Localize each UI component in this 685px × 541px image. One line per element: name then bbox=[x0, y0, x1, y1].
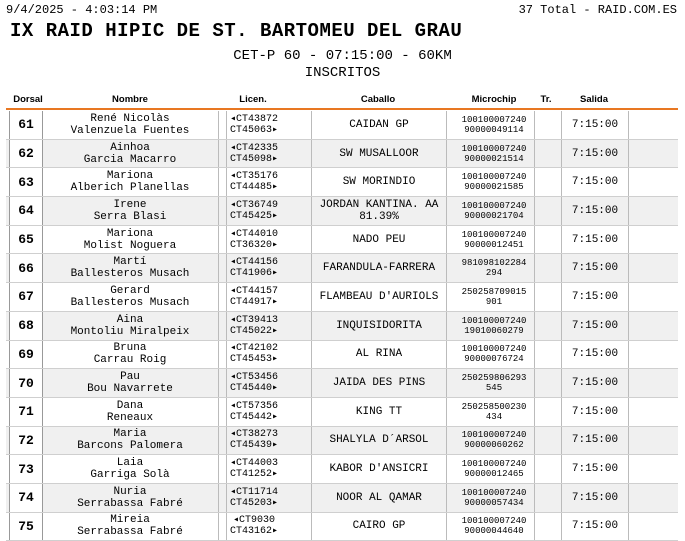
licence bbox=[226, 283, 281, 311]
licence bbox=[226, 140, 281, 168]
dorsal-number: 63 bbox=[9, 168, 43, 196]
microchip-line2: 90000012451 bbox=[464, 239, 524, 250]
dorsal-number: 73 bbox=[9, 455, 43, 483]
rider-name bbox=[44, 226, 216, 254]
dorsal-number: 72 bbox=[9, 427, 43, 455]
licence-rider: ◂CT42102 bbox=[229, 343, 279, 355]
start-time: 7:15:00 bbox=[561, 140, 629, 168]
microchip bbox=[456, 226, 532, 254]
horse-name bbox=[311, 427, 447, 455]
licence-rider: ◂CT35176 bbox=[229, 171, 279, 183]
horse-name bbox=[311, 168, 447, 196]
licence-rider: ◂CT11714 bbox=[229, 486, 279, 498]
horse-name-line1: FARANDULA-FARRERA bbox=[322, 262, 436, 275]
licence-rider: ◂CT44156 bbox=[229, 257, 279, 269]
microchip bbox=[456, 254, 532, 282]
horse-name-line1: SW MORINDIO bbox=[342, 176, 416, 189]
dorsal-number: 70 bbox=[9, 369, 43, 397]
microchip-line2: 90000044640 bbox=[464, 526, 524, 537]
tr-cell bbox=[534, 312, 559, 340]
rider-name bbox=[44, 168, 216, 196]
licence-rider: ◂CT44157 bbox=[229, 285, 279, 297]
microchip-line2: 545 bbox=[485, 383, 503, 394]
microchip-line1: 100100007240 bbox=[461, 459, 527, 470]
table-row bbox=[6, 427, 678, 456]
licence bbox=[226, 254, 281, 282]
rider-last-name: Molist Noguera bbox=[83, 239, 177, 252]
dorsal-number: 68 bbox=[9, 312, 43, 340]
microchip bbox=[456, 341, 532, 369]
licence-rider: ◂CT36749 bbox=[229, 199, 279, 211]
licence-horse: CT45439▸ bbox=[229, 440, 279, 452]
dorsal-number: 71 bbox=[9, 398, 43, 426]
entries-table bbox=[6, 111, 678, 541]
start-time: 7:15:00 bbox=[561, 455, 629, 483]
start-time: 7:15:00 bbox=[561, 168, 629, 196]
tr-cell bbox=[534, 484, 559, 512]
microchip bbox=[456, 312, 532, 340]
horse-name bbox=[311, 197, 447, 225]
horse-name bbox=[311, 455, 447, 483]
microchip-line2: 90000021585 bbox=[464, 182, 524, 193]
tr-cell bbox=[534, 513, 559, 541]
microchip-line1: 100100007240 bbox=[461, 229, 527, 240]
table-row bbox=[6, 369, 678, 398]
microchip-line1: 100100007240 bbox=[461, 315, 527, 326]
rider-first-name: Aina bbox=[116, 313, 144, 326]
licence bbox=[226, 226, 281, 254]
horse-name-line1: NOOR AL QAMAR bbox=[336, 491, 422, 504]
horse-name-line1: JORDAN KANTINA. AA bbox=[319, 198, 439, 211]
microchip bbox=[456, 398, 532, 426]
microchip-line2: 90000021704 bbox=[464, 210, 524, 221]
rider-last-name: Ballesteros Musach bbox=[70, 268, 190, 281]
horse-name bbox=[311, 398, 447, 426]
horse-name-line1: CAIDAN GP bbox=[349, 118, 409, 131]
rider-last-name: Valenzuela Fuentes bbox=[70, 124, 190, 137]
dorsal-number: 62 bbox=[9, 140, 43, 168]
licence-rider: ◂CT9030 bbox=[232, 515, 276, 527]
microchip-line1: 100100007240 bbox=[461, 487, 527, 498]
licence-rider: ◂CT44003 bbox=[229, 458, 279, 470]
start-time: 7:15:00 bbox=[561, 254, 629, 282]
table-row bbox=[6, 312, 678, 341]
start-time: 7:15:00 bbox=[561, 513, 629, 541]
horse-name-line1: INQUISIDORITA bbox=[336, 319, 422, 332]
licence-horse: CT45442▸ bbox=[229, 411, 279, 423]
licence bbox=[226, 484, 281, 512]
dorsal-number: 75 bbox=[9, 513, 43, 541]
rider-name bbox=[44, 111, 216, 139]
rider-last-name: Bou Navarrete bbox=[87, 383, 173, 396]
tr-cell bbox=[534, 226, 559, 254]
microchip-line1: 981098102284 bbox=[461, 258, 527, 269]
print-datetime: 9/4/2025 - 4:03:14 PM bbox=[6, 3, 158, 17]
rider-last-name: Reneaux bbox=[106, 411, 154, 424]
rider-name bbox=[44, 427, 216, 455]
col-licen: Licen. bbox=[239, 94, 267, 105]
rider-first-name: Martí bbox=[113, 256, 147, 269]
microchip-line2: 434 bbox=[485, 411, 503, 422]
horse-name bbox=[311, 283, 447, 311]
col-salida: Salida bbox=[580, 94, 608, 105]
rider-name bbox=[44, 312, 216, 340]
microchip bbox=[456, 283, 532, 311]
start-time: 7:15:00 bbox=[561, 283, 629, 311]
microchip bbox=[456, 513, 532, 541]
microchip-line1: 100100007240 bbox=[461, 114, 527, 125]
microchip-line1: 100100007240 bbox=[461, 200, 527, 211]
horse-name bbox=[311, 513, 447, 541]
horse-name-line1: SHALYLA D´ARSOL bbox=[329, 434, 429, 447]
rider-last-name: Garcia Macarro bbox=[83, 153, 177, 166]
tr-cell bbox=[534, 254, 559, 282]
table-row bbox=[6, 197, 678, 226]
microchip-line1: 100100007240 bbox=[461, 430, 527, 441]
rider-last-name: Alberich Planellas bbox=[70, 182, 190, 195]
microchip-line2: 90000049114 bbox=[464, 124, 524, 135]
rider-first-name: René Nicolàs bbox=[90, 112, 170, 125]
licence bbox=[226, 427, 281, 455]
rider-first-name: Irene bbox=[113, 198, 147, 211]
start-time: 7:15:00 bbox=[561, 312, 629, 340]
licence-rider: ◂CT53456 bbox=[229, 372, 279, 384]
rider-last-name: Garriga Solà bbox=[90, 469, 170, 482]
table-row bbox=[6, 513, 678, 541]
microchip bbox=[456, 455, 532, 483]
tr-cell bbox=[534, 111, 559, 139]
dorsal-number: 65 bbox=[9, 226, 43, 254]
horse-name bbox=[311, 254, 447, 282]
microchip-line2: 90000076724 bbox=[464, 354, 524, 365]
rider-first-name: Laia bbox=[116, 457, 144, 470]
tr-cell bbox=[534, 427, 559, 455]
rider-first-name: Pau bbox=[120, 371, 140, 384]
table-row bbox=[6, 111, 678, 140]
tr-cell bbox=[534, 140, 559, 168]
table-row bbox=[6, 283, 678, 312]
horse-name bbox=[311, 312, 447, 340]
col-caballo: Caballo bbox=[360, 94, 396, 105]
rider-last-name: Montoliu Miralpeix bbox=[70, 325, 190, 338]
licence bbox=[226, 369, 281, 397]
horse-name-line1: FLAMBEAU D'AURIOLS bbox=[319, 290, 439, 303]
microchip-line2: 90000012465 bbox=[464, 469, 524, 480]
rider-name bbox=[44, 254, 216, 282]
tr-cell bbox=[534, 283, 559, 311]
horse-name-line1: SW MUSALLOOR bbox=[339, 147, 419, 160]
rider-name bbox=[44, 484, 216, 512]
microchip bbox=[456, 197, 532, 225]
table-header bbox=[6, 92, 678, 110]
dorsal-number: 67 bbox=[9, 283, 43, 311]
licence-horse: CT41906▸ bbox=[229, 268, 279, 280]
table-row bbox=[6, 398, 678, 427]
rider-last-name: Serrabassa Fabré bbox=[77, 497, 183, 510]
rider-first-name: Dana bbox=[116, 399, 144, 412]
col-tr: Tr. bbox=[540, 94, 552, 105]
microchip bbox=[456, 168, 532, 196]
horse-name bbox=[311, 369, 447, 397]
total-count: 37 Total - RAID.COM.ES bbox=[518, 3, 677, 17]
section-title: INSCRITOS bbox=[304, 65, 381, 81]
licence bbox=[226, 455, 281, 483]
microchip bbox=[456, 427, 532, 455]
horse-name bbox=[311, 140, 447, 168]
rider-name bbox=[44, 140, 216, 168]
licence-rider: ◂CT43872 bbox=[229, 113, 279, 125]
start-time: 7:15:00 bbox=[561, 484, 629, 512]
col-nombre: Nombre bbox=[112, 94, 148, 105]
licence bbox=[226, 398, 281, 426]
start-time: 7:15:00 bbox=[561, 398, 629, 426]
licence-rider: ◂CT57356 bbox=[229, 400, 279, 412]
rider-last-name: Barcons Palomera bbox=[77, 440, 183, 453]
licence-horse: CT36320▸ bbox=[229, 239, 279, 251]
tr-cell bbox=[534, 341, 559, 369]
rider-name bbox=[44, 341, 216, 369]
licence-horse: CT45022▸ bbox=[229, 325, 279, 337]
microchip bbox=[456, 369, 532, 397]
start-time: 7:15:00 bbox=[561, 111, 629, 139]
rider-first-name: Ainhoa bbox=[110, 141, 150, 154]
tr-cell bbox=[534, 197, 559, 225]
horse-name-line1: KING TT bbox=[355, 405, 403, 418]
rider-name bbox=[44, 197, 216, 225]
licence bbox=[226, 312, 281, 340]
microchip-line2: 901 bbox=[485, 296, 503, 307]
microchip-line2: 19010060279 bbox=[464, 325, 524, 336]
microchip-line2: 90000057434 bbox=[464, 497, 524, 508]
horse-name-line2: 81.39% bbox=[359, 210, 399, 223]
category-subtitle: CET-P 60 - 07:15:00 - 60KM bbox=[233, 48, 452, 64]
microchip-line1: 100100007240 bbox=[461, 516, 527, 527]
licence bbox=[226, 513, 281, 541]
rider-name bbox=[44, 455, 216, 483]
table-row bbox=[6, 168, 678, 197]
start-time: 7:15:00 bbox=[561, 427, 629, 455]
rider-last-name: Serra Blasi bbox=[93, 210, 167, 223]
horse-name bbox=[311, 341, 447, 369]
start-time: 7:15:00 bbox=[561, 197, 629, 225]
rider-name bbox=[44, 513, 216, 541]
rider-last-name: Ballesteros Musach bbox=[70, 296, 190, 309]
rider-first-name: Maria bbox=[113, 428, 147, 441]
licence bbox=[226, 111, 281, 139]
col-dorsal: Dorsal bbox=[13, 94, 43, 105]
table-row bbox=[6, 140, 678, 169]
microchip-line1: 250259806293 bbox=[461, 373, 527, 384]
licence-horse: CT45440▸ bbox=[229, 383, 279, 395]
microchip bbox=[456, 111, 532, 139]
table-row bbox=[6, 341, 678, 370]
col-microchip: Microchip bbox=[471, 94, 517, 105]
licence bbox=[226, 197, 281, 225]
rider-first-name: Mireia bbox=[110, 514, 150, 527]
horse-name-line1: CAIRO GP bbox=[352, 520, 406, 533]
page-title: IX RAID HIPIC DE ST. BARTOMEU DEL GRAU bbox=[10, 20, 463, 42]
rider-first-name: Bruna bbox=[113, 342, 147, 355]
horse-name-line1: KABOR D'ANSICRI bbox=[329, 463, 429, 476]
rider-name bbox=[44, 369, 216, 397]
licence-horse: CT44917▸ bbox=[229, 296, 279, 308]
licence-rider: ◂CT42335 bbox=[229, 142, 279, 154]
table-row bbox=[6, 484, 678, 513]
licence-horse: CT41252▸ bbox=[229, 469, 279, 481]
rider-first-name: Mariona bbox=[106, 170, 154, 183]
microchip-line1: 250258500230 bbox=[461, 401, 527, 412]
horse-name bbox=[311, 484, 447, 512]
microchip-line1: 250258709015 bbox=[461, 286, 527, 297]
horse-name-line1: JAIDA DES PINS bbox=[332, 377, 426, 390]
horse-name-line1: AL RINA bbox=[355, 348, 403, 361]
tr-cell bbox=[534, 398, 559, 426]
microchip-line1: 100100007240 bbox=[461, 143, 527, 154]
licence-horse: CT44485▸ bbox=[229, 182, 279, 194]
microchip-line2: 294 bbox=[485, 268, 503, 279]
microchip-line2: 90000060262 bbox=[464, 440, 524, 451]
dorsal-number: 61 bbox=[9, 111, 43, 139]
start-time: 7:15:00 bbox=[561, 226, 629, 254]
microchip bbox=[456, 140, 532, 168]
start-time: 7:15:00 bbox=[561, 341, 629, 369]
dorsal-number: 66 bbox=[9, 254, 43, 282]
table-row bbox=[6, 226, 678, 255]
horse-name-line1: NADO PEU bbox=[352, 233, 406, 246]
licence-horse: CT43162▸ bbox=[229, 526, 279, 538]
rider-first-name: Nuria bbox=[113, 485, 147, 498]
tr-cell bbox=[534, 455, 559, 483]
licence-horse: CT45098▸ bbox=[229, 153, 279, 165]
table-row bbox=[6, 455, 678, 484]
licence bbox=[226, 168, 281, 196]
licence-horse: CT45203▸ bbox=[229, 497, 279, 509]
table-row bbox=[6, 254, 678, 283]
licence-horse: CT45425▸ bbox=[229, 210, 279, 222]
licence-horse: CT45453▸ bbox=[229, 354, 279, 366]
licence-rider: ◂CT44010 bbox=[229, 228, 279, 240]
licence-rider: ◂CT39413 bbox=[229, 314, 279, 326]
tr-cell bbox=[534, 168, 559, 196]
microchip-line1: 100100007240 bbox=[461, 172, 527, 183]
rider-last-name: Carrau Roig bbox=[93, 354, 167, 367]
rider-first-name: Mariona bbox=[106, 227, 154, 240]
start-time: 7:15:00 bbox=[561, 369, 629, 397]
microchip-line2: 90000021514 bbox=[464, 153, 524, 164]
dorsal-number: 74 bbox=[9, 484, 43, 512]
tr-cell bbox=[534, 369, 559, 397]
horse-name bbox=[311, 111, 447, 139]
licence bbox=[226, 341, 281, 369]
licence-rider: ◂CT38273 bbox=[229, 429, 279, 441]
dorsal-number: 64 bbox=[9, 197, 43, 225]
microchip bbox=[456, 484, 532, 512]
dorsal-number: 69 bbox=[9, 341, 43, 369]
rider-first-name: Gerard bbox=[110, 284, 150, 297]
horse-name bbox=[311, 226, 447, 254]
rider-name bbox=[44, 398, 216, 426]
rider-name bbox=[44, 283, 216, 311]
microchip-line1: 100100007240 bbox=[461, 344, 527, 355]
rider-last-name: Serrabassa Fabré bbox=[77, 526, 183, 539]
licence-horse: CT45063▸ bbox=[229, 124, 279, 136]
